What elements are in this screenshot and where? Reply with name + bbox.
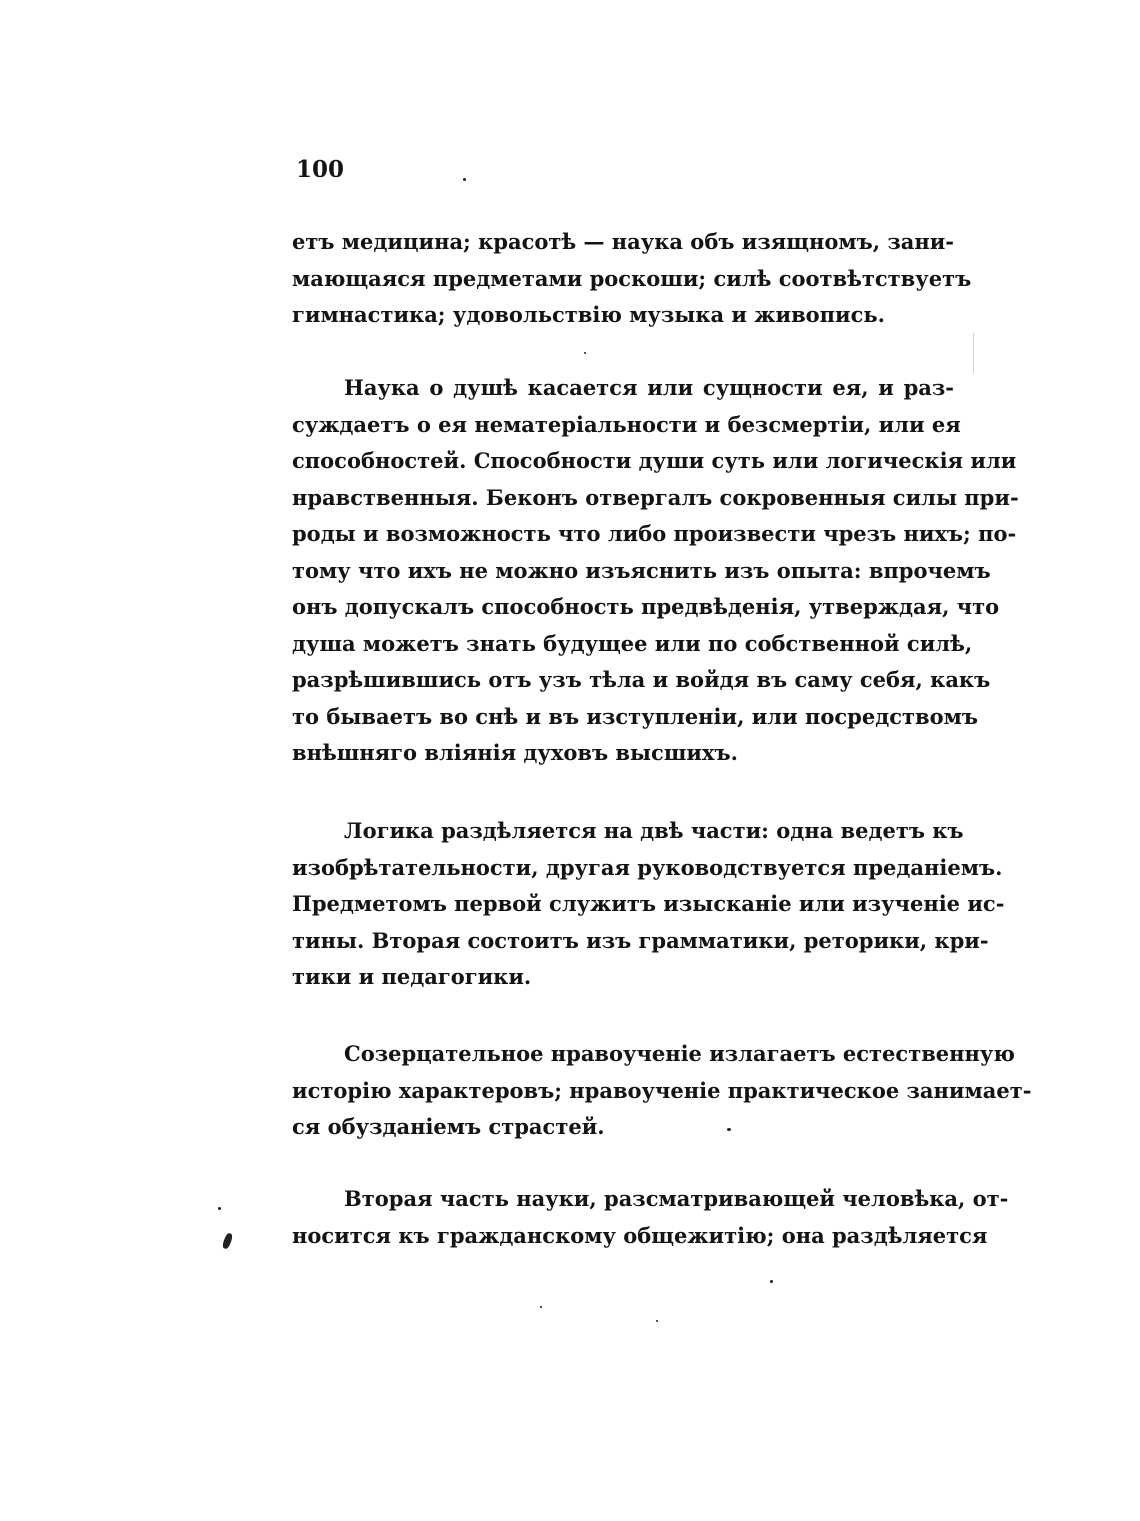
text-line: Созерцательное нравоученіе излагаетъ естественную: [344, 1041, 1015, 1066]
text-line: мающаяся предметами роскоши; силѣ соотвѣтствуетъ: [292, 265, 972, 291]
paragraph-2: [292, 370, 1019, 772]
text-line: то бываетъ во снѣ и въ изступленіи, или посредствомъ: [292, 703, 978, 729]
text-line: Предметомъ первой служитъ изысканіе или изученіе ис-: [292, 891, 1005, 916]
text-line: тины. Вторая состоитъ изъ грамматики, реторики, кри-: [292, 927, 989, 953]
text-line: нравственныя. Беконъ отвергалъ сокровенныя силы при-: [292, 484, 1019, 510]
text-line: душа можетъ знать будущее или по собственной силѣ,: [292, 630, 973, 656]
scan-speck: [656, 1320, 658, 1322]
text-line: изобрѣтательности, другая руководствуется преданіемъ.: [292, 854, 1003, 880]
text-line: роды и возможность что либо произвести чрезъ нихъ; по-: [292, 521, 1017, 546]
text-line: разрѣшившись отъ узъ тѣла и войдя въ саму себя, какъ: [292, 667, 991, 692]
scan-speck: [770, 1280, 773, 1283]
paragraph-1: [292, 224, 972, 334]
paragraph-3: [292, 813, 1005, 996]
page-number: 100: [296, 156, 345, 183]
paragraph-5: [292, 1181, 1009, 1254]
text-line: етъ медицина; красотѣ — наука объ изящномъ, зани-: [292, 229, 954, 254]
scan-speck: [584, 352, 586, 354]
text-line: тому что ихъ не можно изъяснить изъ опыта: впрочемъ: [292, 557, 991, 583]
scan-edge-mark: [973, 333, 974, 373]
text-line: способностей. Способности души суть или логическія или: [292, 448, 1017, 473]
text-line: Логика раздѣляется на двѣ части: одна ведетъ къ: [344, 818, 964, 843]
text-line: Наука о душѣ касается или сущности ея, и раз-: [344, 375, 954, 400]
text-line: Вторая часть науки, разсматривающей человѣка, от-: [344, 1186, 1009, 1211]
text-line: тики и педагогики.: [292, 964, 532, 989]
scan-speck: [463, 178, 466, 181]
text-line: исторію характеровъ; нравоученіе практическое занимает-: [292, 1077, 1032, 1103]
scan-speck: [727, 1128, 731, 1131]
text-line: внѣшняго вліянія духовъ высшихъ.: [292, 740, 738, 765]
text-line: онъ допускалъ способность предвѣденія, утверждая, что: [292, 594, 1000, 619]
text-line: ся обузданіемъ страстей.: [292, 1114, 605, 1139]
scan-speck: [540, 1306, 542, 1308]
text-line: суждаетъ о ея нематеріальности и безсмертіи, или ея: [292, 411, 961, 437]
text-line: носится къ гражданскому общежитію; она раздѣляется: [292, 1222, 988, 1248]
text-line: гимнастика; удовольствію музыка и живопись.: [292, 302, 885, 327]
scan-speck: [221, 1232, 233, 1249]
paragraph-4: [292, 1036, 1032, 1146]
scan-speck: [218, 1207, 221, 1210]
